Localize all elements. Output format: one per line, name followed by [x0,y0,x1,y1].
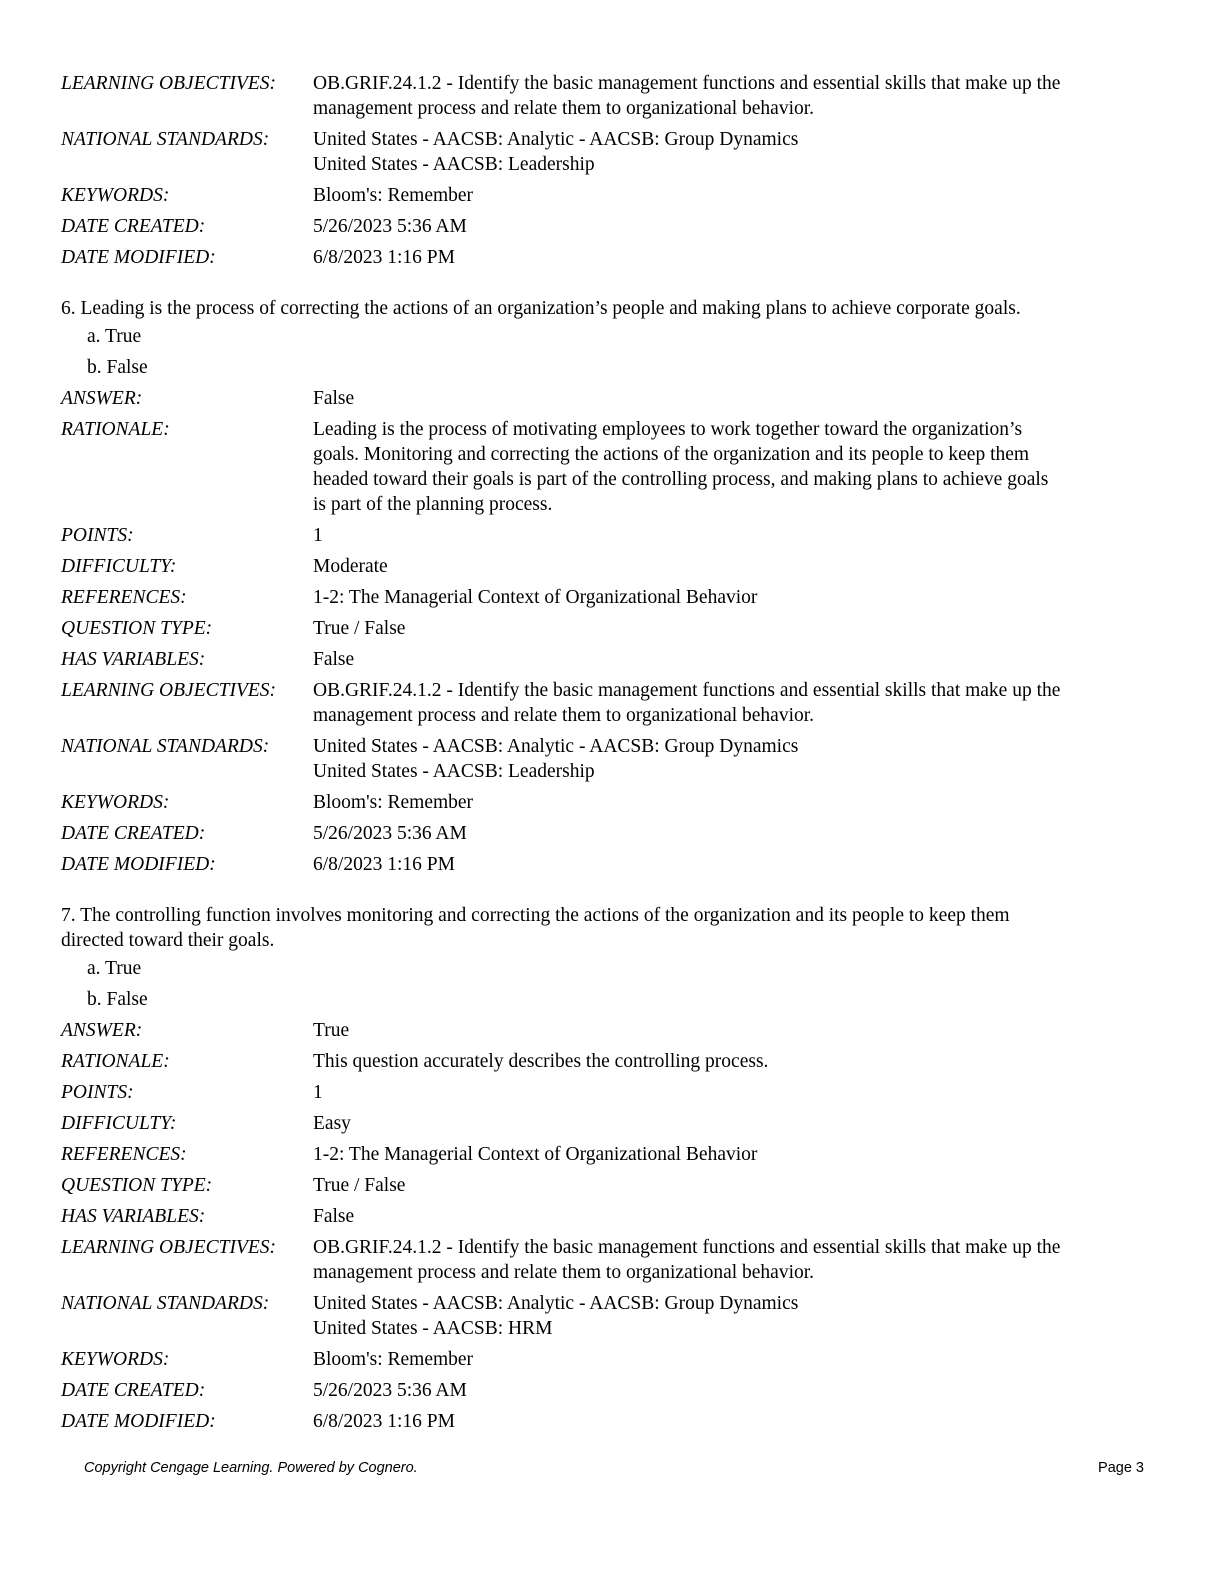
metadata-value-line: Easy [313,1113,351,1134]
question-6-option-a: a. True [87,326,142,347]
metadata-row [61,1139,1161,1170]
top-metadata-block [61,68,1161,273]
metadata-row [61,124,1161,180]
metadata-label: QUESTION TYPE: [61,1175,213,1196]
metadata-label: DIFFICULTY: [61,1113,177,1134]
footer-copyright: Copyright Cengage Learning. Powered by Cognero. [84,1460,418,1476]
page-content [61,68,1161,1437]
metadata-row [61,211,1161,242]
metadata-label: REFERENCES: [61,1144,187,1165]
metadata-row [61,383,1161,414]
metadata-label: ANSWER: [61,1020,143,1041]
metadata-value-line: 1 [313,525,323,546]
metadata-value [313,1232,1161,1288]
metadata-value-line: This question accurately describes the controlling process. [313,1051,769,1072]
metadata-value [313,731,1161,787]
metadata-value [313,520,1161,551]
metadata-value-line: 1-2: The Managerial Context of Organizational Behavior [313,1144,758,1165]
metadata-value-line: 5/26/2023 5:36 AM [313,823,467,844]
metadata-value-line: goals. Monitoring and correcting the actions of the organization and its people to keep them [313,444,1030,465]
metadata-value-line: headed toward their goals is part of the controlling process, and making plans to achieve goals [313,469,1049,490]
metadata-value [313,1201,1161,1232]
metadata-value-line: is part of the planning process. [313,494,553,515]
metadata-value-line: OB.GRIF.24.1.2 - Identify the basic management functions and essential skills that make up the [313,1237,1061,1258]
metadata-value [313,787,1161,818]
metadata-row [61,242,1161,273]
metadata-label: DATE CREATED: [61,823,206,844]
metadata-value-line: Bloom's: Remember [313,1349,474,1370]
metadata-row [61,582,1161,613]
page-footer [84,1460,1144,1476]
metadata-value [313,1077,1161,1108]
metadata-row [61,414,1161,520]
metadata-label: LEARNING OBJECTIVES: [61,1237,277,1258]
metadata-value [313,414,1161,520]
metadata-row [61,1170,1161,1201]
metadata-value-line: True [313,1020,350,1041]
metadata-value [313,1344,1161,1375]
metadata-value [313,1170,1161,1201]
metadata-value [313,1406,1161,1437]
metadata-row [61,613,1161,644]
metadata-value-line: 6/8/2023 1:16 PM [313,854,455,875]
metadata-value-line: 5/26/2023 5:36 AM [313,216,467,237]
metadata-label: DATE MODIFIED: [61,854,216,875]
metadata-value [313,124,1161,180]
metadata-row [61,1288,1161,1344]
metadata-label: LEARNING OBJECTIVES: [61,73,277,94]
metadata-value [313,1139,1161,1170]
metadata-value-line: 6/8/2023 1:16 PM [313,1411,455,1432]
metadata-value-line: Bloom's: Remember [313,792,474,813]
metadata-row [61,849,1161,880]
metadata-value-line: False [313,1206,355,1227]
metadata-row [61,180,1161,211]
metadata-label: HAS VARIABLES: [61,1206,206,1227]
question-7-text-line: 7. The controlling function involves monitoring and correcting the actions of the organization and its people to keep them [61,905,1010,926]
question-7-option-a: a. True [87,958,142,979]
metadata-value-line: management process and relate them to organizational behavior. [313,98,815,119]
metadata-value-line: United States - AACSB: Leadership [313,761,595,782]
question-6-text: 6. Leading is the process of correcting the actions of an organization’s people and making plans to achieve corporate goals. [61,298,1021,319]
question-7-text-line: directed toward their goals. [61,930,275,951]
metadata-row [61,68,1161,124]
metadata-value-line: OB.GRIF.24.1.2 - Identify the basic management functions and essential skills that make up the [313,680,1061,701]
metadata-value [313,1288,1161,1344]
metadata-row [61,1046,1161,1077]
metadata-label: LEARNING OBJECTIVES: [61,680,277,701]
metadata-value-line: False [313,649,355,670]
metadata-value-line: False [313,388,355,409]
metadata-label: DIFFICULTY: [61,556,177,577]
question-6 [61,296,1161,880]
metadata-label: KEYWORDS: [61,1349,170,1370]
metadata-label: RATIONALE: [61,1051,170,1072]
metadata-value [313,551,1161,582]
metadata-value-line: True / False [313,1175,406,1196]
metadata-value [313,1015,1161,1046]
metadata-label: POINTS: [61,525,134,546]
metadata-value-line: United States - AACSB: Analytic - AACSB: Group Dynamics [313,129,799,150]
metadata-label: KEYWORDS: [61,792,170,813]
metadata-value-line: OB.GRIF.24.1.2 - Identify the basic management functions and essential skills that make up the [313,73,1061,94]
metadata-row [61,1406,1161,1437]
question-7-option-b: b. False [87,989,148,1010]
metadata-row [61,1015,1161,1046]
metadata-label: DATE MODIFIED: [61,1411,216,1432]
metadata-label: HAS VARIABLES: [61,649,206,670]
metadata-label: REFERENCES: [61,587,187,608]
metadata-value [313,242,1161,273]
metadata-label: POINTS: [61,1082,134,1103]
metadata-value-line: Leading is the process of motivating employees to work together toward the organization’s [313,419,1023,440]
metadata-value-line: management process and relate them to organizational behavior. [313,1262,815,1283]
metadata-label: NATIONAL STANDARDS: [61,1293,270,1314]
metadata-label: DATE CREATED: [61,216,206,237]
metadata-row [61,551,1161,582]
metadata-value [313,1108,1161,1139]
metadata-row [61,675,1161,731]
metadata-label: RATIONALE: [61,419,170,440]
metadata-value [313,68,1161,124]
metadata-value-line: 1 [313,1082,323,1103]
metadata-value-line: Moderate [313,556,388,577]
metadata-value [313,849,1161,880]
metadata-value-line: 5/26/2023 5:36 AM [313,1380,467,1401]
metadata-row [61,1375,1161,1406]
metadata-value [313,1046,1161,1077]
metadata-row [61,644,1161,675]
metadata-value [313,1375,1161,1406]
metadata-row [61,787,1161,818]
metadata-value [313,644,1161,675]
footer-page-number: Page 3 [1098,1460,1144,1476]
question-7-text [61,903,1161,953]
metadata-row [61,1201,1161,1232]
metadata-row [61,731,1161,787]
metadata-label: NATIONAL STANDARDS: [61,736,270,757]
question-6-metadata [61,383,1161,880]
metadata-row [61,1077,1161,1108]
question-7 [61,903,1161,1437]
metadata-value-line: United States - AACSB: Leadership [313,154,595,175]
metadata-value [313,211,1161,242]
metadata-value-line: True / False [313,618,406,639]
metadata-value [313,675,1161,731]
metadata-label: NATIONAL STANDARDS: [61,129,270,150]
metadata-label: KEYWORDS: [61,185,170,206]
metadata-value-line: Bloom's: Remember [313,185,474,206]
metadata-row [61,818,1161,849]
metadata-row [61,1344,1161,1375]
metadata-value-line: 6/8/2023 1:16 PM [313,247,455,268]
question-6-option-b: b. False [87,357,148,378]
metadata-value-line: management process and relate them to organizational behavior. [313,705,815,726]
metadata-value-line: 1-2: The Managerial Context of Organizational Behavior [313,587,758,608]
metadata-label: ANSWER: [61,388,143,409]
metadata-value [313,613,1161,644]
metadata-value [313,383,1161,414]
metadata-label: DATE MODIFIED: [61,247,216,268]
metadata-value [313,180,1161,211]
metadata-row [61,520,1161,551]
metadata-value-line: United States - AACSB: Analytic - AACSB: Group Dynamics [313,1293,799,1314]
metadata-row [61,1232,1161,1288]
question-7-metadata [61,1015,1161,1437]
metadata-row [61,1108,1161,1139]
metadata-value-line: United States - AACSB: HRM [313,1318,553,1339]
metadata-label: DATE CREATED: [61,1380,206,1401]
metadata-value [313,818,1161,849]
metadata-value [313,582,1161,613]
metadata-value-line: United States - AACSB: Analytic - AACSB: Group Dynamics [313,736,799,757]
metadata-label: QUESTION TYPE: [61,618,213,639]
